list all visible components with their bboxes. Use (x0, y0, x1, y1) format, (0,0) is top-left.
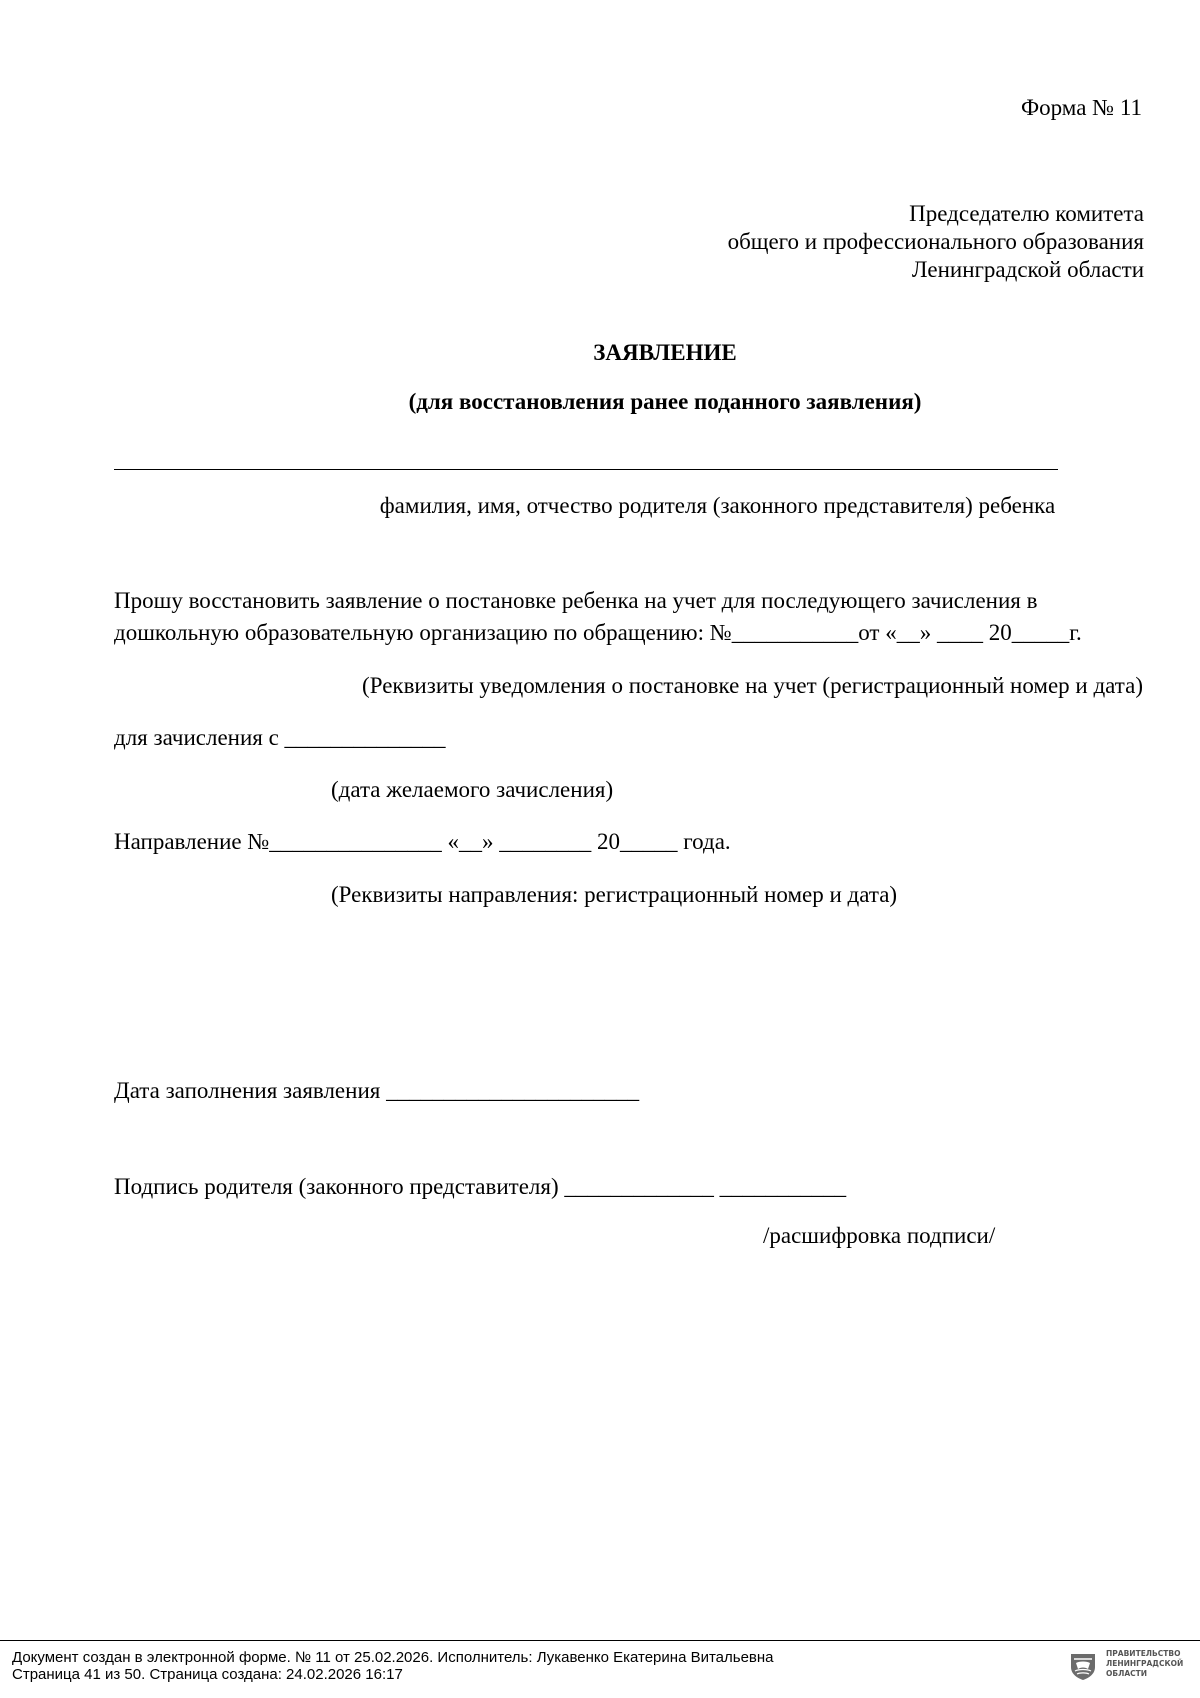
parent-name-caption: фамилия, имя, отчество родителя (законного представителя) ребенка (379, 493, 1056, 518)
form-number: Форма № 11 (1020, 95, 1142, 120)
request-line-2: дошкольную образовательную организацию по обращению: №___________от «__» ____ 20_____г. (114, 620, 1082, 645)
addressee-line-3: Ленинградской области (911, 257, 1144, 282)
footer-line-2: Страница 41 из 50. Страница создана: 24.02.2026 16:17 (12, 1666, 403, 1683)
referral-line: Направление №_______________ «__» ________ 20_____ года. (114, 829, 731, 854)
addressee-line-2: общего и профессионального образования (727, 229, 1144, 254)
logo-text-line-1: ПРАВИТЕЛЬСТВО (1106, 1649, 1181, 1658)
addressee-line-1: Председателю комитета (909, 201, 1144, 226)
request-line-1: Прошу восстановить заявление о постановке ребенка на учет для последующего зачисления в (114, 588, 1038, 613)
logo-text-line-3: ОБЛАСТИ (1106, 1669, 1148, 1678)
signature-line: Подпись родителя (законного представителя) _____________ ___________ (114, 1174, 847, 1199)
document-title: ЗАЯВЛЕНИЕ (593, 340, 737, 365)
fill-date-line: Дата заполнения заявления ______________________ (114, 1078, 640, 1103)
government-logo (1068, 1647, 1192, 1683)
enrollment-caption: (дата желаемого зачисления) (331, 777, 614, 802)
document-subtitle: (для восстановления ранее поданного заявления) (408, 389, 922, 414)
enrollment-line: для зачисления с ______________ (114, 725, 446, 750)
footer-line-1: Документ создан в электронной форме. № 11 от 25.02.2026. Исполнитель: Лукавенко Екатерина Витальевна (12, 1649, 774, 1666)
referral-caption: (Реквизиты направления: регистрационный номер и дата) (331, 882, 898, 907)
notice-caption: (Реквизиты уведомления о постановке на учет (регистрационный номер и дата) (362, 673, 1143, 698)
logo-text-line-2: ЛЕНИНГРАДСКОЙ (1106, 1659, 1184, 1668)
footer-divider (0, 1640, 1200, 1641)
parent-name-field-line[interactable] (114, 469, 1058, 470)
coat-of-arms-icon (1068, 1651, 1098, 1681)
signature-caption: /расшифровка подписи/ (763, 1223, 996, 1248)
